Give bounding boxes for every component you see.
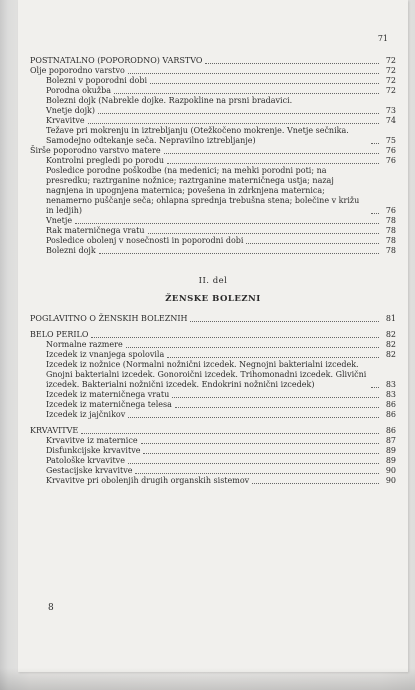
toc-entry-title: Rak materničnega vratu (46, 226, 145, 235)
top-page-number: 71 (377, 34, 388, 43)
toc-entry (46, 106, 396, 116)
toc-entry (46, 76, 396, 86)
bottom-shadow (0, 668, 415, 690)
page-number: 8 (48, 603, 54, 613)
toc-entry (30, 330, 396, 340)
toc-entry-title: POGLAVITNO O ŽENSKIH BOLEZNIH (30, 314, 188, 323)
toc-entry-title: Krvavitve (46, 116, 85, 125)
toc-entry-page: 89 (385, 446, 396, 455)
toc-entry-title: Težave pri mokrenju in iztrebljanju (Otežkočeno mokrenje. Vnetje sečnika. Samodejno odtekanje seča. Nepravilno iztrebljanje) (46, 126, 349, 145)
toc-entry-page: 83 (385, 390, 396, 399)
toc-entry (46, 476, 396, 486)
part-heading: II. del (198, 276, 228, 286)
toc-entry (46, 126, 396, 146)
toc-entry-title: Izcedek iz vnanjega spolovila (46, 350, 165, 359)
toc-entry (46, 360, 396, 390)
toc-entry-page: 76 (385, 156, 396, 165)
dot-leader (114, 93, 379, 94)
toc-entry-title: Izcedek iz jajčnikov (46, 410, 126, 419)
toc-entry-title: Olje poporodno varstvo (30, 66, 125, 75)
toc-entry (46, 466, 396, 476)
toc-entry (46, 246, 396, 256)
toc-entry (46, 96, 396, 106)
toc-entry-title: Izcedek iz materničnega telesa (46, 400, 172, 409)
book-page (18, 0, 408, 672)
toc-entry (30, 314, 396, 324)
toc-entry-page: 73 (385, 106, 396, 115)
toc-entry-page: 72 (385, 56, 396, 65)
toc-entry-page: 75 (385, 136, 396, 145)
dot-leader (167, 163, 379, 164)
dot-leader (205, 63, 379, 64)
toc-entry-page: 90 (385, 476, 396, 485)
toc-entry-title: Posledice obolenj v nosečnosti in poporodni dobi (46, 236, 244, 245)
toc-entry (30, 146, 396, 156)
toc-entry-page: 81 (385, 314, 396, 323)
toc-entry-title: BELO PERILO (30, 330, 89, 339)
dot-leader (128, 73, 379, 74)
toc-entry-page: 78 (385, 246, 396, 255)
toc-entry-page: 76 (385, 206, 396, 215)
toc-entry-page: 86 (385, 426, 396, 435)
toc-entry-title: Izcedek iz nožnice (Normalni nožnični izcedek. Negnojni bakterialni izcedek. Gnojni bakterialni izcedek. Gonoroični izcedek. Trihomonadni izcedek. Glivični izcedek. Bakterialni nožnični izcedek. Endokrini nožnični izcedek) (46, 360, 367, 389)
toc-entry (30, 426, 396, 436)
toc-entry-page: 78 (385, 226, 396, 235)
toc-entry (46, 340, 396, 350)
dot-leader (141, 443, 379, 444)
toc-entry-title: Posledice porodne poškodbe (na medenici; na mehki porodni poti; na presredku; raztrganine nožnice; raztrganine materničnega ustja; nazaj nagnjena in upognjena maternica; povešena in zdrknjena maternica; nenamerno puščanje seča; ohlapna sprednja trebušna stena; bolečine v križu in ledjih) (46, 166, 360, 215)
toc-entry-title: Širše poporodno varstvo matere (30, 146, 161, 155)
dot-leader (167, 357, 379, 358)
dot-leader (143, 453, 379, 454)
toc-entry-page: 82 (385, 340, 396, 349)
dot-leader (172, 397, 379, 398)
toc-entry (46, 216, 396, 226)
dot-leader (190, 321, 379, 322)
toc-entry-title: Porodna okužba (46, 86, 112, 95)
toc-entry (30, 66, 396, 76)
dot-leader (88, 123, 379, 124)
toc-entry (46, 436, 396, 446)
toc-entry-page: 90 (385, 466, 396, 475)
toc-entry (46, 446, 396, 456)
toc-section-gynecology (30, 314, 396, 486)
toc-entry-title: Gestacijske krvavitve (46, 466, 133, 475)
toc-entry-page: 76 (385, 146, 396, 155)
table-of-contents (30, 56, 396, 486)
toc-entry (46, 410, 396, 420)
toc-entry-title: KRVAVITVE (30, 426, 79, 435)
toc-entry (46, 86, 396, 96)
toc-entry-title: Bolezni dojk (46, 246, 96, 255)
toc-entry-page: 86 (385, 400, 396, 409)
dot-leader (150, 83, 379, 84)
dot-leader (126, 347, 379, 348)
dot-leader (128, 417, 379, 418)
dot-leader (371, 387, 379, 388)
toc-entry-page: 89 (385, 456, 396, 465)
toc-entry-title: Izcedek iz materničnega vratu (46, 390, 170, 399)
toc-entry-page: 83 (385, 380, 396, 389)
toc-entry (46, 116, 396, 126)
dot-leader (135, 473, 379, 474)
dot-leader (75, 223, 379, 224)
dot-leader (175, 407, 379, 408)
toc-entry (46, 400, 396, 410)
dot-leader (371, 143, 379, 144)
toc-entry-title: Krvavitve iz maternice (46, 436, 138, 445)
toc-entry-page: 82 (385, 330, 396, 339)
toc-entry-page: 82 (385, 350, 396, 359)
toc-entry-page: 87 (385, 436, 396, 445)
toc-entry-page: 78 (385, 216, 396, 225)
dot-leader (164, 153, 379, 154)
toc-entry-page: 72 (385, 86, 396, 95)
dot-leader (252, 483, 379, 484)
toc-entry (46, 350, 396, 360)
toc-entry-title: POSTNATALNO (POPORODNO) VARSTVO (30, 56, 203, 65)
toc-entry-page: 72 (385, 66, 396, 75)
toc-entry-title: Vnetje (46, 216, 73, 225)
toc-entry (30, 56, 396, 66)
toc-entry-title: Disfunkcijske krvavitve (46, 446, 141, 455)
part-title: ŽENSKE BOLEZNI (165, 294, 261, 304)
toc-entry-page: 74 (385, 116, 396, 125)
dot-leader (81, 433, 379, 434)
toc-entry (46, 156, 396, 166)
dot-leader (371, 213, 379, 214)
toc-entry-title: Patološke krvavitve (46, 456, 125, 465)
toc-entry-title: Normalne razmere (46, 340, 123, 349)
toc-section-postnatal (30, 56, 396, 256)
toc-entry-title: Bolezni v poporodni dobi (46, 76, 148, 85)
dot-leader (91, 337, 379, 338)
toc-entry-page: 78 (385, 236, 396, 245)
toc-entry (46, 236, 396, 246)
toc-entry (46, 456, 396, 466)
toc-entry-page: 72 (385, 76, 396, 85)
toc-entry (46, 166, 396, 216)
toc-entry (46, 390, 396, 400)
dot-leader (98, 113, 379, 114)
dot-leader (148, 233, 380, 234)
toc-entry-title: Bolezni dojk (Nabrekle dojke. Razpokline na prsni bradavici. (46, 96, 293, 105)
toc-entry (46, 226, 396, 236)
dot-leader (99, 253, 379, 254)
toc-entry-title: Krvavitve pri obolenjih drugih organskih sistemov (46, 476, 250, 485)
dot-leader (128, 463, 379, 464)
toc-entry-page: 86 (385, 410, 396, 419)
toc-entry-title: Vnetje dojk) (46, 106, 96, 115)
toc-entry-title: Kontrolni pregledi po porodu (46, 156, 165, 165)
dot-leader (246, 243, 379, 244)
